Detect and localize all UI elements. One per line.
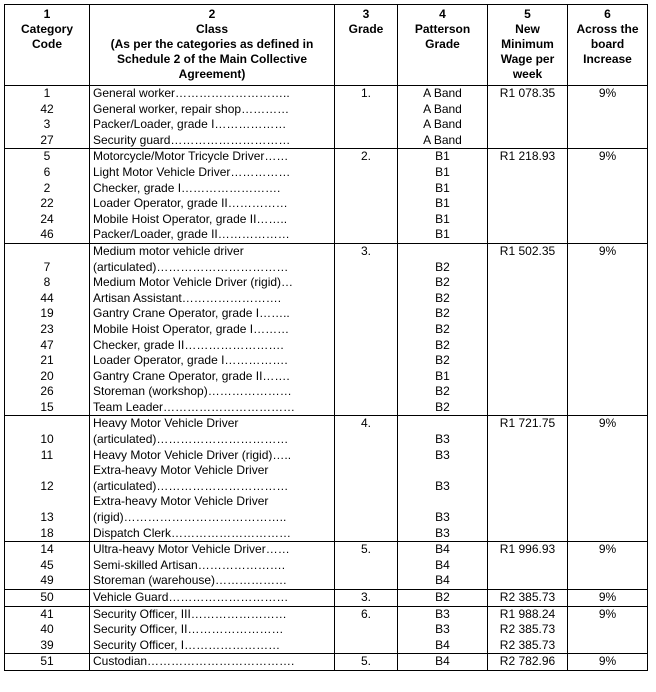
increase-value: 9%: [598, 416, 617, 431]
class-name: Extra-heavy Motor Vehicle Driver: [93, 494, 269, 509]
wage-value: R1 078.35: [499, 86, 556, 100]
category-code: 45: [40, 557, 54, 572]
category-code: 46: [40, 227, 54, 242]
minimum-wage-cell: [488, 542, 568, 590]
patterson-band: B4: [435, 542, 450, 557]
grade-group-row: [5, 86, 648, 149]
patterson-band: B2: [435, 337, 450, 352]
wage-table-container: [4, 4, 648, 671]
patterson-band: A Band: [423, 117, 462, 132]
patterson-band: B1: [435, 180, 450, 195]
increase-value: 9%: [598, 654, 617, 669]
spacer: [8, 416, 86, 432]
patterson-band: B4: [435, 654, 450, 669]
class-name: Packer/Loader, grade I………………: [93, 117, 287, 132]
patterson-band: B3: [435, 525, 450, 540]
category-code: 44: [40, 290, 54, 305]
class-name: (articulated)……………………………: [93, 259, 289, 274]
increase-value: 9%: [598, 542, 617, 557]
header-text: Wage per: [500, 52, 555, 66]
category-code-cell: [5, 416, 90, 542]
class-name: Ultra-heavy Motor Vehicle Driver……: [93, 542, 290, 557]
class-name: Gantry Crane Operator, grade I……..: [93, 306, 290, 321]
grade-group-row: [5, 606, 648, 654]
category-code: 24: [40, 211, 54, 226]
category-code: 27: [40, 132, 54, 147]
category-code: 2: [43, 180, 51, 195]
grade-cell: [335, 590, 398, 607]
increase-value: 9%: [598, 149, 617, 164]
category-code: 10: [40, 432, 54, 447]
patterson-band: B2: [435, 275, 450, 290]
header-text: board: [590, 37, 625, 51]
category-code: 21: [40, 353, 54, 368]
header-class: [90, 5, 335, 86]
patterson-band: B3: [435, 606, 450, 621]
category-code: 13: [40, 510, 54, 525]
patterson-band: B3: [435, 478, 450, 493]
class-name: Storeman (workshop)…………………: [93, 384, 292, 399]
header-text: Class: [195, 22, 229, 36]
category-code-cell: [5, 590, 90, 607]
class-cell: [90, 590, 335, 607]
header-row: [5, 5, 648, 86]
increase-cell: [568, 542, 648, 590]
category-code-cell: [5, 243, 90, 416]
increase-value: 9%: [598, 243, 617, 258]
header-grade: [335, 5, 398, 86]
header-number: 2: [208, 7, 216, 21]
class-name: Mobile Hoist Operator, grade II……..: [93, 211, 288, 226]
minimum-wage-cell: [488, 606, 568, 654]
header-text: New: [515, 22, 540, 36]
patterson-band: A Band: [423, 101, 462, 116]
grade-group-row: [5, 149, 648, 244]
wage-value: R2 782.96: [499, 654, 556, 669]
class-name: Checker, grade II…………………….: [93, 337, 284, 352]
category-code: 14: [40, 542, 54, 557]
increase-cell: [568, 654, 648, 671]
grade-cell: [335, 606, 398, 654]
class-name: Light Motor Vehicle Driver……………: [93, 164, 291, 179]
increase-cell: [568, 590, 648, 607]
wage-value: R2 385.73: [499, 622, 556, 637]
grade-cell: [335, 654, 398, 671]
patterson-band: B1: [435, 164, 450, 179]
wage-value: R1 721.75: [499, 416, 556, 431]
class-name: Checker, grade I…………………….: [93, 180, 281, 195]
header-text: Patterson: [414, 22, 471, 36]
grade-cell: [335, 149, 398, 244]
minimum-wage-cell: [488, 86, 568, 149]
class-name: Medium motor vehicle driver: [93, 243, 244, 258]
patterson-grade-cell: [398, 654, 488, 671]
header-text: Category: [20, 22, 73, 36]
wage-value: R1 218.93: [499, 149, 556, 164]
patterson-band: B2: [435, 384, 450, 399]
spacer: [401, 244, 484, 260]
class-cell: [90, 416, 335, 542]
header-text: Increase: [583, 52, 632, 66]
category-code: 39: [40, 637, 54, 652]
patterson-band: B2: [435, 353, 450, 368]
patterson-band: B2: [435, 306, 450, 321]
patterson-band: B3: [435, 447, 450, 462]
class-cell: [90, 149, 335, 244]
grade-group-row: [5, 590, 648, 607]
header-text: week: [512, 67, 543, 81]
class-name: Security guard…………………………: [93, 132, 291, 147]
category-code: 18: [40, 525, 54, 540]
class-cell: [90, 243, 335, 416]
header-text: (As per the categories as defined in: [110, 37, 314, 51]
class-name: Mobile Hoist Operator, grade I………: [93, 321, 290, 336]
category-code: 5: [43, 149, 51, 164]
spacer: [8, 463, 86, 479]
category-code-cell: [5, 86, 90, 149]
grade-cell: [335, 243, 398, 416]
grade-cell: [335, 86, 398, 149]
header-number: 4: [439, 7, 446, 21]
class-name: Extra-heavy Motor Vehicle Driver: [93, 463, 269, 478]
grade-value: 3.: [360, 243, 371, 258]
grade-value: 6.: [360, 606, 371, 621]
patterson-band: B1: [435, 227, 450, 242]
patterson-grade-cell: [398, 86, 488, 149]
spacer: [401, 494, 484, 510]
class-name: (articulated)……………………………: [93, 432, 289, 447]
patterson-grade-cell: [398, 542, 488, 590]
class-cell: [90, 86, 335, 149]
class-name: Loader Operator, grade II……………: [93, 196, 288, 211]
increase-cell: [568, 149, 648, 244]
header-number: 1: [43, 7, 51, 21]
patterson-grade-cell: [398, 243, 488, 416]
header-number: 6: [604, 7, 611, 21]
class-name: Security Officer, I……………………: [93, 637, 281, 652]
header-across-board-increase: [568, 5, 648, 86]
spacer: [8, 494, 86, 510]
grade-value: 5.: [360, 654, 371, 669]
patterson-band: B2: [435, 321, 450, 336]
header-text: Agreement): [178, 67, 246, 81]
category-code: 1: [43, 86, 51, 100]
wage-value: R1 502.35: [499, 243, 556, 258]
patterson-band: B4: [435, 573, 450, 588]
class-name: Team Leader……………………………: [93, 399, 296, 414]
increase-cell: [568, 416, 648, 542]
patterson-grade-cell: [398, 590, 488, 607]
header-text: Schedule 2 of the Main Collective: [116, 52, 308, 66]
class-name: Gantry Crane Operator, grade II…….: [93, 368, 290, 383]
category-code-cell: [5, 654, 90, 671]
category-code-cell: [5, 542, 90, 590]
patterson-band: B2: [435, 259, 450, 274]
patterson-band: B1: [435, 368, 450, 383]
patterson-band: B4: [435, 637, 450, 652]
spacer: [401, 416, 484, 432]
grade-group-row: [5, 542, 648, 590]
increase-value: 9%: [598, 606, 617, 621]
category-code-cell: [5, 606, 90, 654]
wage-value: R2 385.73: [499, 590, 556, 604]
patterson-band: B1: [435, 196, 450, 211]
class-name: (rigid)…………………………………..: [93, 510, 287, 525]
minimum-wage-cell: [488, 243, 568, 416]
minimum-wage-cell: [488, 149, 568, 244]
increase-cell: [568, 243, 648, 416]
category-code: 26: [40, 384, 54, 399]
patterson-band: B3: [435, 510, 450, 525]
spacer: [401, 463, 484, 479]
class-cell: [90, 542, 335, 590]
class-name: Medium Motor Vehicle Driver (rigid)…: [93, 275, 294, 290]
category-code: 49: [40, 573, 54, 588]
header-text: Minimum: [501, 37, 554, 51]
class-name: Heavy Motor Vehicle Driver (rigid)…..: [93, 447, 292, 462]
patterson-band: B2: [435, 290, 450, 305]
wage-table: [4, 4, 648, 671]
header-text: Grade: [348, 22, 384, 36]
category-code: 15: [40, 399, 54, 414]
class-name: General worker, repair shop…………: [93, 101, 290, 116]
class-name: Security Officer, III……………………: [93, 606, 287, 621]
patterson-band: B3: [435, 432, 450, 447]
table-body: [5, 86, 648, 671]
category-code: 41: [40, 606, 54, 621]
patterson-band: B4: [435, 557, 450, 572]
category-code-cell: [5, 149, 90, 244]
patterson-grade-cell: [398, 606, 488, 654]
header-text: Code: [32, 37, 62, 51]
category-code: 11: [40, 447, 54, 462]
header-number: 3: [362, 7, 370, 21]
patterson-band: A Band: [423, 86, 462, 100]
class-name: Custodian……………………………….: [93, 654, 295, 669]
class-name: Packer/Loader, grade II………………: [93, 227, 290, 242]
class-name: Security Officer, II……………………: [93, 622, 284, 637]
category-code: 23: [40, 321, 54, 336]
minimum-wage-cell: [488, 590, 568, 607]
class-cell: [90, 606, 335, 654]
category-code: 47: [40, 337, 54, 352]
grade-value: 4.: [360, 416, 371, 431]
category-code: 6: [43, 164, 51, 179]
patterson-grade-cell: [398, 149, 488, 244]
class-name: (articulated)……………………………: [93, 478, 289, 493]
class-cell: [90, 654, 335, 671]
class-name: Dispatch Clerk…………………………: [93, 525, 292, 540]
patterson-band: B2: [435, 590, 450, 604]
wage-value: R1 996.93: [499, 542, 556, 557]
class-name: Vehicle Guard…………………………: [93, 590, 289, 604]
header-text: Across the: [576, 22, 639, 36]
patterson-grade-cell: [398, 416, 488, 542]
increase-cell: [568, 86, 648, 149]
grade-value: 5.: [360, 542, 371, 557]
class-name: Loader Operator, grade I…………….: [93, 353, 288, 368]
grade-group-row: [5, 243, 648, 416]
grade-value: 3.: [360, 590, 371, 604]
category-code: 7: [43, 259, 51, 274]
class-name: Semi-skilled Artisan………………….: [93, 557, 286, 572]
patterson-band: B2: [435, 399, 450, 414]
patterson-band: B3: [435, 622, 450, 637]
increase-value: 9%: [598, 86, 617, 100]
category-code: 40: [40, 622, 54, 637]
grade-cell: [335, 416, 398, 542]
wage-value: R2 385.73: [499, 637, 556, 652]
category-code: 42: [40, 101, 54, 116]
grade-group-row: [5, 416, 648, 542]
minimum-wage-cell: [488, 654, 568, 671]
spacer: [8, 244, 86, 260]
grade-value: 2.: [360, 149, 371, 164]
class-name: Heavy Motor Vehicle Driver: [93, 416, 239, 431]
class-name: Storeman (warehouse)………………: [93, 573, 288, 588]
class-name: Motorcycle/Motor Tricycle Driver……: [93, 149, 289, 164]
wage-value: R1 988.24: [499, 606, 556, 621]
grade-cell: [335, 542, 398, 590]
header-category-code: [5, 5, 90, 86]
grade-group-row: [5, 654, 648, 671]
header-text: Grade: [425, 37, 460, 51]
patterson-band: B1: [435, 211, 450, 226]
patterson-band: B1: [435, 149, 450, 164]
category-code: 12: [40, 478, 54, 493]
patterson-band: A Band: [423, 132, 462, 147]
increase-cell: [568, 606, 648, 654]
category-code: 8: [43, 275, 51, 290]
category-code: 19: [40, 306, 54, 321]
header-number: 5: [524, 7, 531, 21]
category-code: 51: [40, 654, 54, 669]
category-code: 3: [43, 117, 51, 132]
class-name: General worker………………………..: [93, 86, 290, 100]
minimum-wage-cell: [488, 416, 568, 542]
header-patterson-grade: [398, 5, 488, 86]
increase-value: 9%: [598, 590, 617, 604]
grade-value: 1.: [360, 86, 371, 100]
category-code: 22: [40, 196, 54, 211]
category-code: 50: [40, 590, 54, 604]
header-new-minimum-wage: [488, 5, 568, 86]
class-name: Artisan Assistant…………………….: [93, 290, 282, 305]
category-code: 20: [40, 368, 54, 383]
